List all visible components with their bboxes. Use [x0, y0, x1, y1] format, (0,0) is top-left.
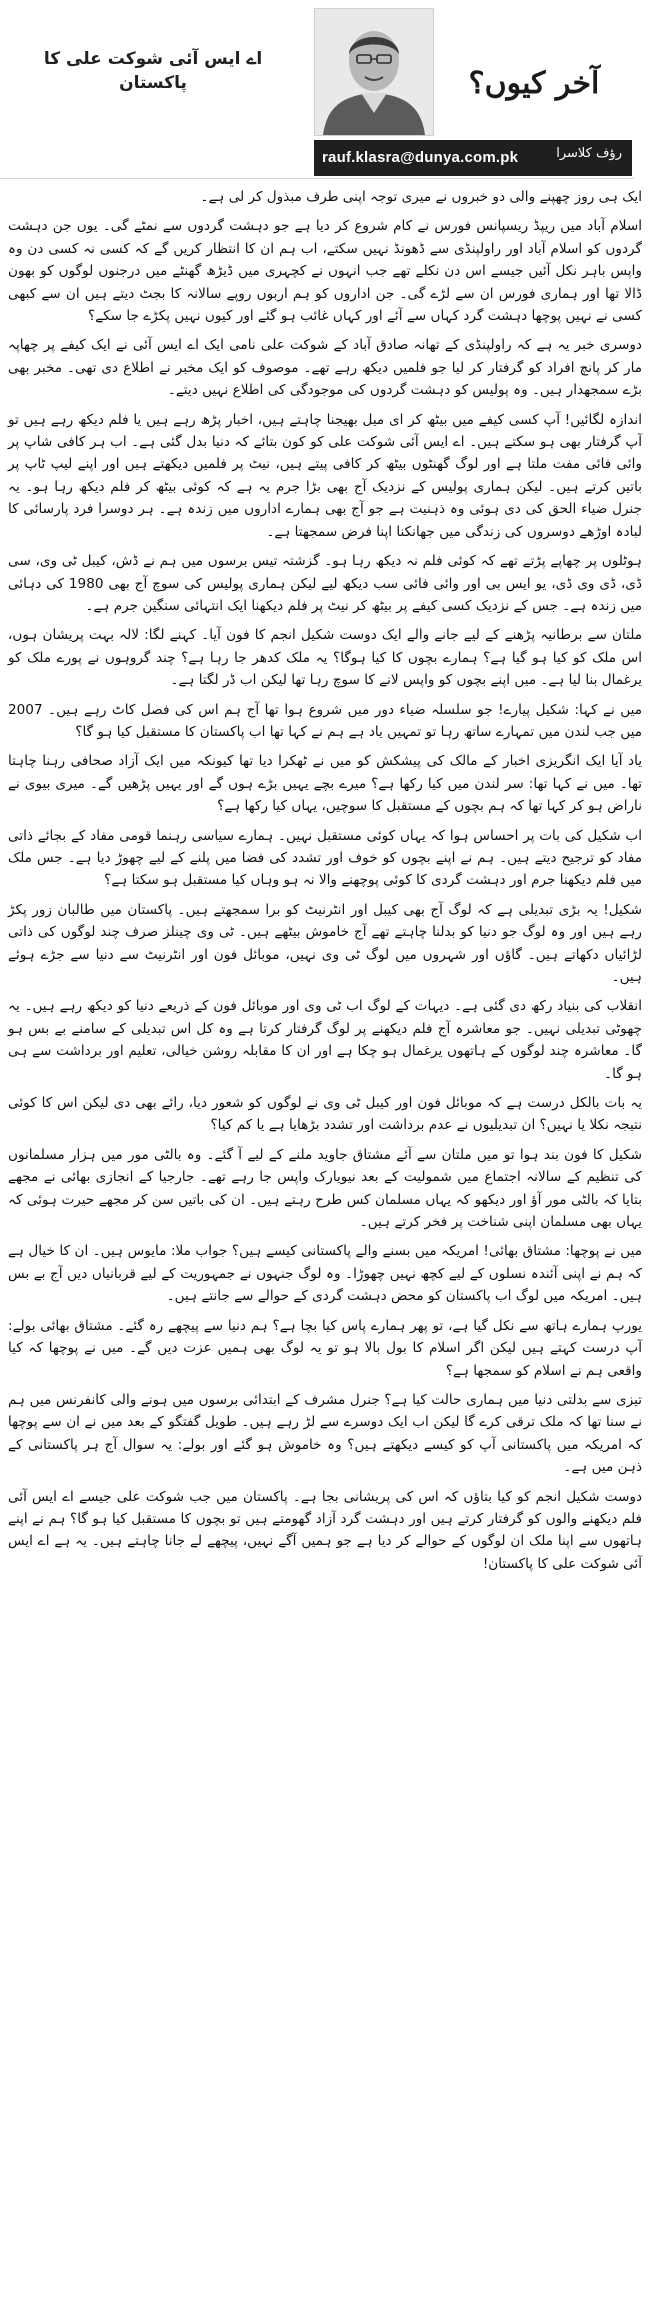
- paragraph: یاد آیا ایک انگریزی اخبار کے مالک کی پیشکش کو میں نے ٹھکرا دیا تھا کیونکہ میں ایک آزاد صحافی رہنا چاہتا تھا۔ میں نے کہا تھا: سر لندن میں کیا رکھا ہے؟ میرے بچے یہیں بڑے ہوں گے اور یہیں پڑھیں گے۔ میری بیوی نے ناراض ہو کر کہا تھا کہ ہم بچوں کے مستقبل کا سوچیں، یہاں کیا رکھا ہے؟: [8, 753, 642, 815]
- column-logo: [314, 8, 634, 178]
- paragraph: ملتان سے برطانیہ پڑھنے کے لیے جانے والے ایک دوست شکیل انجم کا فون آیا۔ کہنے لگا: لالہ بہت پریشان ہوں، اس ملک کو کیا ہو گیا ہے؟ ہمارے بچوں کا کیا ہوگا؟ یہ ملک کدھر جا رہا ہے؟ چند گروہوں نے پورے ملک کو یرغمال بنا لیا ہے۔ میں اپنے بچوں کو واپس لانے کا سوچ رہا تھا لیکن اب ڈر لگتا ہے۔: [8, 627, 642, 689]
- column-header: [8, 8, 642, 178]
- article-body: [8, 186, 642, 1582]
- paragraph: انقلاب کی بنیاد رکھ دی گئی ہے۔ دیہات کے لوگ اب ٹی وی اور موبائل فون کے ذریعے دنیا کو دیکھ رہے ہیں۔ یہ چھوٹی تبدیلی نہیں۔ جو معاشرہ آج فلم دیکھنے پر لوگ گرفتار کرتا ہے وہ کل اس تبدیلی کے سامنے بے بس ہو گا۔ معاشرہ چند لوگوں کے ہاتھوں یرغمال ہو چکا ہے اور ان کا مقابلہ روشن خیالی، تعلیم اور برداشت سے ہی ہو گا۔: [8, 998, 642, 1082]
- paragraph: اب شکیل کی بات پر احساس ہوا کہ یہاں کوئی مستقبل نہیں۔ ہمارے سیاسی رہنما قومی مفاد کے بجائے ذاتی مفاد کو ترجیح دیتے ہیں۔ ہم نے اپنے بچوں کو خوف اور تشدد کی فضا میں پلنے کے لیے چھوڑ دیا ہے۔ جس ملک میں فلم دیکھنا جرم اور دہشت گردی کا کوئی پوچھنے والا نہ ہو وہاں کیا مستقبل ہو سکتا ہے؟: [8, 827, 642, 889]
- paragraph: ہوٹلوں پر چھاپے پڑتے تھے کہ کوئی فلم نہ دیکھ رہا ہو۔ گزشتہ تیس برسوں میں ہم نے ڈش، کیبل ٹی وی، سی ڈی، ڈی وی ڈی، یو ایس بی اور وائی فائی سب دیکھ لیے لیکن ہماری پولیس کی سوچ آج بھی 1980 کی دہائی میں زندہ ہے۔ جس کے نزدیک کسی کیفے پر بیٹھ کر نیٹ پر فلم دیکھنا ایک انتہائی سنگین جرم ہے۔: [8, 553, 643, 614]
- paragraph: ایک ہی روز چھپنے والی دو خبروں نے میری توجہ اپنی طرف مبذول کر لی ہے۔: [200, 189, 642, 205]
- article-headline: اے ایس آئی شوکت علی کا پاکستان: [43, 49, 263, 93]
- author-photo: [314, 8, 434, 136]
- paragraph: میں نے پوچھا: مشتاق بھائی! امریکہ میں بسنے والے پاکستانی کیسے ہیں؟ جواب ملا: مایوس ہیں۔ ان کا خیال ہے کہ ہم نے اپنی آئندہ نسلوں کے لیے کچھ نہیں چھوڑا۔ وہ لوگ جنہوں نے جمہوریت کے لیے قربانیاں دیں آج بے بس ہیں۔ امریکہ میں لوگ اب پاکستان کو محض دہشت گردی کے حوالے سے جانتے ہیں۔: [8, 1243, 642, 1305]
- paragraph: شکیل کا فون بند ہوا تو میں ملتان سے آئے مشتاق جاوید ملنے کے لیے آ گئے۔ وہ بالٹی مور میں ہزار مسلمانوں کی تنظیم کے سالانہ اجتماع میں شمولیت کے بعد نیویارک واپس جا رہے تھے۔ جارجیا کے انجازی بھائی نے مجھے بتایا کہ بالٹی مور آؤ اور دیکھو کہ یہاں مسلمان کس طرح رہتے ہیں۔ ان کی باتیں سن کر مجھے حیرت ہوئی کہ یہاں بھی مسلمان اپنی شناخت پر فخر کرتے ہیں۔: [8, 1146, 642, 1231]
- paragraph: اندازہ لگائیں! آپ کسی کیفے میں بیٹھ کر ای میل بھیجنا چاہتے ہیں، اخبار پڑھ رہے ہیں یا فلم دیکھ رہے ہیں تو آپ گرفتار بھی ہو سکتے ہیں۔ اے ایس آئی شوکت علی کو کون بتائے کہ دنیا بدل گئی ہے۔ اب ہر کافی شاپ پر وائی فائی مفت ملتا ہے اور لوگ گھنٹوں بیٹھ کر کافی پیتے ہیں، نیٹ پر فلمیں دیکھتے ہیں اور اپنے لیپ ٹاپ پر باتیں کرتے ہیں۔ لیکن ہماری پولیس کے نزدیک آج بھی بڑا جرم یہ ہے کہ کوئی بیٹھ کر فلم دیکھ رہا ہو۔ یہ جنرل ضیاء الحق کی دی ہوئی وہ ذہنیت ہے جو آج بھی ہمارے اداروں میں زندہ ہے۔ ہر دوسرا فرد پارسائی کا لبادہ اوڑھے دوسروں کی زندگی میں جھانکنا اپنا فرض سمجھتا ہے۔: [8, 411, 642, 540]
- author-portrait-icon: [315, 9, 433, 135]
- paragraph: شکیل! یہ بڑی تبدیلی ہے کہ لوگ آج بھی کیبل اور انٹرنیٹ کو برا سمجھتے ہیں۔ پاکستان میں طالبان زور پکڑ رہے ہیں اور وہ لوگ جو دنیا کو بدلنا چاہتے تھے آج خاموش بیٹھے ہیں۔ ٹی وی چینلز صرف چند لوگوں کی ذاتی لڑائیاں دکھاتے ہیں۔ گاؤں اور شہروں میں لوگ ٹی وی نہیں، موبائل فون اور انٹرنیٹ سے دنیا سے جڑے ہوئے ہیں۔: [8, 901, 642, 985]
- paragraph: یہ بات بالکل درست ہے کہ موبائل فون اور کیبل ٹی وی نے لوگوں کو شعور دیا، رائے بھی دی لیکن اس کا کوئی نتیجہ نکلا یا نہیں؟ ان تبدیلیوں نے عدم برداشت اور تشدد بڑھایا ہے یا کم کیا؟: [8, 1095, 642, 1134]
- header-divider: [0, 178, 634, 179]
- paragraph: تیزی سے بدلتی دنیا میں ہماری حالت کیا ہے؟ جنرل مشرف کے ابتدائی برسوں میں ہونے والی کانفرنس میں ہم نے سنا تھا کہ ملک ترقی کرے گا لیکن اب ایک دوسرے سے لڑ رہے ہیں۔ طویل گفتگو کے بعد میں نے ان سے پوچھا کہ امریکہ میں پاکستانی آپ کو کیسے دیکھتے ہیں؟ وہ خاموش ہو گئے اور بولے: یہ سوال آج ہر پاکستانی کے ذہن میں ہے۔: [8, 1391, 642, 1476]
- paragraph: دوسری خبر یہ ہے کہ راولپنڈی کے تھانہ صادق آباد کے شوکت علی نامی ایک اے ایس آئی نے ایک کیفے پر چھاپہ مار کر پانچ افراد کو گرفتار کر لیا جو فلمیں دیکھ رہے تھے۔ موصوف کو ایک مخبر نے اطلاع دی تھی۔ مخبر بھی بڑے سمجھدار ہیں۔ وہ پولیس کو دہشت گردوں کی موجودگی کی اطلاع نہیں دیتے۔: [8, 337, 642, 399]
- author-email: rauf.klasra@dunya.com.pk: [322, 149, 519, 166]
- paragraph: یورپ ہمارے ہاتھ سے نکل گیا ہے، تو پھر ہمارے پاس کیا بچا ہے؟ ہم دنیا سے پیچھے رہ گئے۔ مشتاق بھائی بولے: آپ درست کہتے ہیں لیکن اگر اسلام کا بول بالا ہو تو یہ لوگ بھی ہمیں عزت دیں گے۔ میں نے پوچھا کہ کیا واقعی ہم نے اسلام کو سمجھا ہے؟: [8, 1317, 642, 1379]
- author-name: رؤف کلاسرا: [556, 146, 622, 161]
- byline-bar: [314, 140, 632, 176]
- paragraph: میں نے کہا: شکیل پیارے! جو سلسلہ ضیاء دور میں شروع ہوا تھا آج ہم اس کی فصل کاٹ رہے ہیں۔ 2007 میں جب لندن میں تمہارے ساتھ رہا تو تمہیں یاد ہے ہم نے کہا تھا اب پاکستان کا مستقبل کیا ہو گا؟: [8, 701, 642, 740]
- paragraph: اسلام آباد میں ریپڈ ریسپانس فورس نے کام شروع کر دیا ہے جو دہشت گردوں سے نمٹے گی۔ یوں جن دہشت گردوں کو اسلام آباد اور راولپنڈی سے ڈھونڈ نہیں سکتے، اب ہم ان کا انتظار کریں گے کہ کسی نہ کسی دن وہ واپس باہر نکل آئیں جیسے اس دن نکلے تھے جب انہوں نے کچہری میں ڈیڑھ گھنٹے میں درجنوں لوگوں کو بھون ڈالا تھا اور ہماری فورس ان سے لڑے گی۔ جن اداروں کو ہم اربوں روپے سالانہ کا بجٹ دیتے ہیں ان سے کبھی کسی نے نہیں پوچھا دہشت گرد کہاں سے آئے اور کہاں غائب ہو گئے اور کیوں نہیں پکڑے جا سکے؟: [8, 218, 642, 325]
- column-title: آخر کیوں؟: [468, 66, 600, 101]
- paragraph: دوست شکیل انجم کو کیا بتاؤں کہ اس کی پریشانی بجا ہے۔ پاکستان میں جب شوکت علی جیسے اے ایس آئی فلم دیکھنے والوں کو گرفتار کرتے ہیں اور دہشت گرد آزاد گھومتے ہیں تو بچوں کا مستقبل کیا ہو گا؟ ہم نے اپنے ہاتھوں سے اپنا ملک ان لوگوں کے حوالے کر دیا ہے جو ہمیں آگے نہیں، پیچھے لے جانا چاہتے ہیں۔ یہ ہے اے ایس آئی شوکت علی کا پاکستان!: [8, 1488, 642, 1572]
